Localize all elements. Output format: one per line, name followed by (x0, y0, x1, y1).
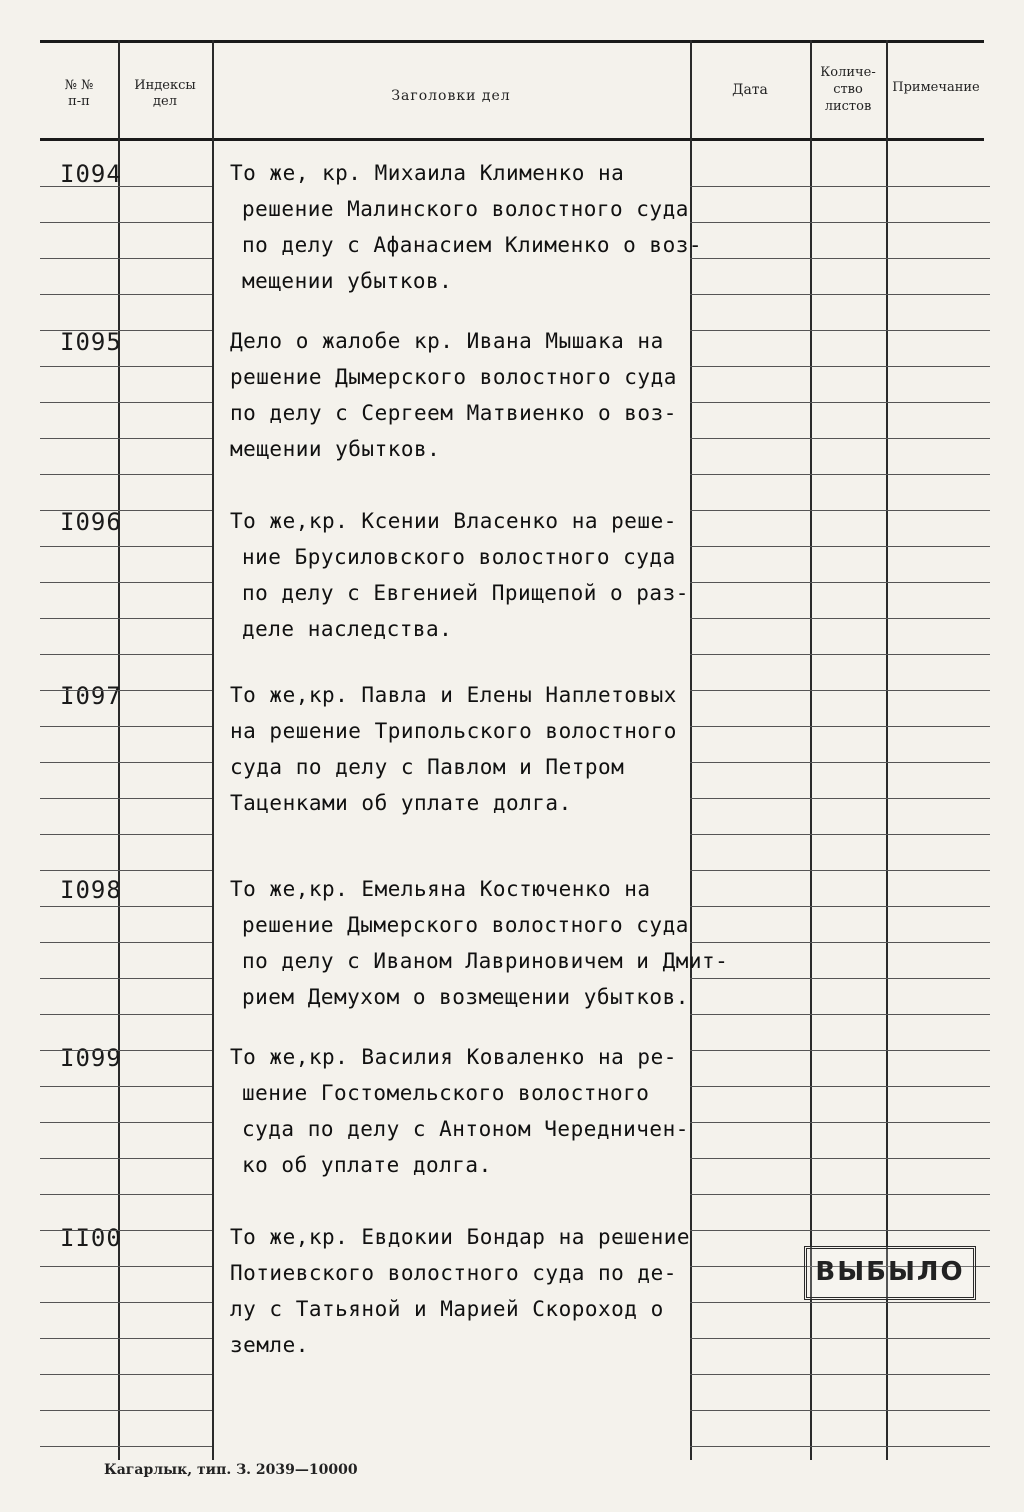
ruled-line (40, 546, 118, 547)
ruled-line (40, 834, 118, 835)
ruled-line (40, 1410, 118, 1411)
header-index: Индексы дел (134, 78, 196, 109)
ruled-line (690, 546, 990, 547)
entry-title-line: по делу с Иваном Лавриновичем и Дмит- (242, 949, 729, 973)
ruled-line (40, 798, 118, 799)
ruled-line (690, 1122, 990, 1123)
ruled-line (118, 510, 212, 511)
ruled-line (118, 1302, 212, 1303)
ruled-line (40, 618, 118, 619)
ruled-line (40, 366, 118, 367)
ruled-line (40, 1266, 118, 1267)
ruled-line (118, 834, 212, 835)
header-top-rule (40, 40, 984, 43)
ruled-line (118, 978, 212, 979)
ruled-line (40, 1446, 118, 1447)
ruled-line (690, 1230, 990, 1231)
ruled-line (118, 1158, 212, 1159)
ruled-line (118, 654, 212, 655)
ruled-line (118, 474, 212, 475)
entry-title-line: шение Гостомельского волостного (242, 1081, 650, 1105)
ruled-line (118, 582, 212, 583)
printer-footer: Кагарлык, тип. З. 2039—10000 (104, 1462, 358, 1478)
ruled-line (118, 762, 212, 763)
ruled-line (690, 978, 990, 979)
entry-title-line: лу с Татьяной и Марией Скороход о (230, 1297, 664, 1321)
ruled-line (40, 438, 118, 439)
entry-title-line: То же,кр. Павла и Елены Наплетовых (230, 683, 677, 707)
ruled-line (690, 654, 990, 655)
ruled-line (40, 978, 118, 979)
ruled-line (690, 870, 990, 871)
entry-number: I099 (60, 1044, 122, 1072)
ruled-line (690, 258, 990, 259)
ruled-line (690, 690, 990, 691)
header-bottom-rule (40, 138, 984, 141)
ruled-line (40, 582, 118, 583)
ruled-line (118, 366, 212, 367)
withdrawn-stamp: ВЫБЫЛО (804, 1246, 976, 1300)
entry-title-line: деле наследства. (242, 617, 453, 641)
ruled-line (40, 510, 118, 511)
ruled-line (118, 294, 212, 295)
ruled-line (40, 1194, 118, 1195)
ruled-line (118, 1014, 212, 1015)
ruled-line (690, 1410, 990, 1411)
ruled-line (690, 330, 990, 331)
entry-title-line: Таценками об уплате долга. (230, 791, 572, 815)
ruled-line (690, 1446, 990, 1447)
ruled-line (40, 654, 118, 655)
ruled-line (690, 906, 990, 907)
ruled-line (118, 1050, 212, 1051)
entry-title-line: суда по делу с Антоном Чередничен- (242, 1117, 689, 1141)
ruled-line (40, 1338, 118, 1339)
ruled-line (40, 942, 118, 943)
ruled-line (118, 906, 212, 907)
ruled-line (118, 1122, 212, 1123)
ruled-line (40, 906, 118, 907)
ruled-line (690, 1014, 990, 1015)
ruled-line (118, 942, 212, 943)
ruled-line (690, 402, 990, 403)
entry-title-line: То же,кр. Василия Коваленко на ре- (230, 1045, 677, 1069)
entry-title-line: То же,кр. Ксении Власенко на реше- (230, 509, 677, 533)
ruled-line (690, 510, 990, 511)
ruled-line (118, 402, 212, 403)
ruled-line (40, 1014, 118, 1015)
ruled-line (40, 294, 118, 295)
ruled-line (690, 726, 990, 727)
ruled-line (40, 186, 118, 187)
ruled-line (690, 186, 990, 187)
header-date: Дата (732, 82, 768, 98)
ruled-line (118, 690, 212, 691)
ruled-line (40, 1158, 118, 1159)
ruled-line (690, 1338, 990, 1339)
ruled-line (40, 1086, 118, 1087)
ruled-line (690, 474, 990, 475)
ruled-line (118, 1266, 212, 1267)
ruled-line (40, 1122, 118, 1123)
entry-title-line: Дело о жалобе кр. Ивана Мышака на (230, 329, 664, 353)
entry-number: II00 (60, 1224, 122, 1252)
entry-title-line: То же,кр. Евдокии Бондар на решение (230, 1225, 691, 1249)
ruled-line (690, 222, 990, 223)
ruled-line (40, 474, 118, 475)
header-number: № № п-п (64, 78, 94, 109)
ruled-line (690, 582, 990, 583)
entry-title-line: решение Малинского волостного суда (242, 197, 689, 221)
ruled-line (690, 438, 990, 439)
ruled-line (40, 762, 118, 763)
ruled-line (690, 762, 990, 763)
ruled-line (40, 402, 118, 403)
ruled-line (118, 1338, 212, 1339)
ruled-line (40, 222, 118, 223)
ruled-line (40, 870, 118, 871)
ruled-line (690, 1050, 990, 1051)
ruled-line (690, 366, 990, 367)
ruled-line (690, 1086, 990, 1087)
ruled-line (40, 1302, 118, 1303)
entry-title-line: ние Брусиловского волостного суда (242, 545, 676, 569)
header-sheet-count: Количе- ство листов (820, 65, 876, 114)
entry-title-line: решение Дымерского волостного суда (230, 365, 677, 389)
ruled-line (118, 222, 212, 223)
ruled-line (40, 726, 118, 727)
ruled-line (118, 258, 212, 259)
entry-title-line: мещении убытков. (242, 269, 453, 293)
ruled-line (690, 1302, 990, 1303)
entry-title-line: То же, кр. Михаила Клименко на (230, 161, 625, 185)
ruled-line (118, 1230, 212, 1231)
ruled-line (40, 1050, 118, 1051)
entry-title-line: земле. (230, 1333, 309, 1357)
ruled-line (118, 726, 212, 727)
entry-title-line: То же,кр. Емельяна Костюченко на (230, 877, 651, 901)
ruled-line (118, 1374, 212, 1375)
ruled-line (40, 690, 118, 691)
entry-title-line: рием Демухом о возмещении убытков. (242, 985, 689, 1009)
ruled-line (40, 1374, 118, 1375)
entry-title-line: решение Дымерского волостного суда (242, 913, 689, 937)
entry-title-line: по делу с Евгенией Прищепой о раз- (242, 581, 689, 605)
ruled-line (118, 546, 212, 547)
entry-title-line: Потиевского волостного суда по де- (230, 1261, 677, 1285)
ruled-line (118, 330, 212, 331)
ruled-line (690, 1194, 990, 1195)
ruled-line (690, 618, 990, 619)
entry-number: I096 (60, 508, 122, 536)
ruled-line (690, 834, 990, 835)
entry-title-line: по делу с Сергеем Матвиенко о воз- (230, 401, 677, 425)
entry-title-line: ко об уплате долга. (242, 1153, 492, 1177)
ruled-line (118, 186, 212, 187)
entry-number: I094 (60, 160, 122, 188)
entry-number: I098 (60, 876, 122, 904)
ruled-line (690, 294, 990, 295)
ruled-line (40, 330, 118, 331)
ruled-line (690, 1374, 990, 1375)
entry-title-line: суда по делу с Павлом и Петром (230, 755, 625, 779)
header-title: Заголовки дел (391, 88, 511, 104)
column-divider (212, 40, 214, 1460)
entry-number: I095 (60, 328, 122, 356)
ruled-line (118, 618, 212, 619)
entry-title-line: на решение Трипольского волостного (230, 719, 677, 743)
ruled-line (118, 1410, 212, 1411)
entry-number: I097 (60, 682, 122, 710)
ruled-line (690, 942, 990, 943)
ruled-line (690, 798, 990, 799)
ruled-line (118, 870, 212, 871)
ruled-line (118, 1446, 212, 1447)
ruled-line (690, 1158, 990, 1159)
ruled-line (40, 1230, 118, 1231)
ruled-line (118, 438, 212, 439)
ruled-line (118, 798, 212, 799)
entry-title-line: мещении убытков. (230, 437, 441, 461)
ruled-line (118, 1194, 212, 1195)
entry-title-line: по делу с Афанасием Клименко о воз- (242, 233, 703, 257)
ruled-line (40, 258, 118, 259)
ruled-line (118, 1086, 212, 1087)
header-note: Примечание (892, 80, 980, 95)
